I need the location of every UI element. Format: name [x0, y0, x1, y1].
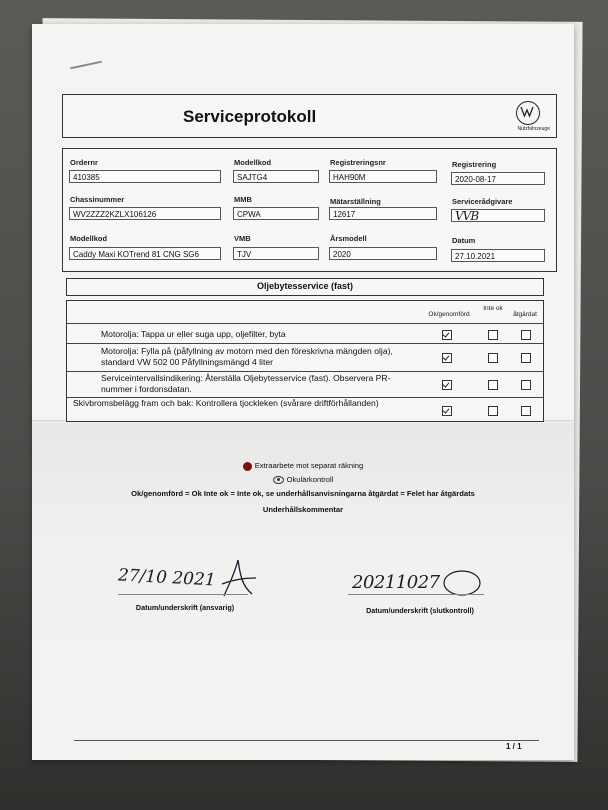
- paper-fold-shadow: [32, 422, 574, 760]
- order-number-label: Ordernr: [70, 158, 98, 167]
- brand-text: Nutzfahrzeuge: [517, 126, 550, 132]
- legend-visual-text: Okulärkontroll: [286, 475, 334, 484]
- odometer-label: Mätarställning: [330, 197, 381, 206]
- model-code-label: Modellkod: [234, 158, 272, 167]
- column-header-fixed: åtgärdat: [513, 311, 537, 318]
- signature-line-final: [348, 594, 484, 595]
- model-year-label: Årsmodell: [330, 234, 367, 243]
- vw-logo-icon: [516, 101, 540, 125]
- registration-number-field: HAH90M: [329, 170, 437, 183]
- mmb-label: MMB: [234, 195, 252, 204]
- ok-checkbox: [442, 380, 452, 390]
- vehicle-info-box: [62, 148, 557, 272]
- model-year-field: 2020: [329, 247, 437, 260]
- ok-checkbox: [442, 353, 452, 363]
- document-title: Serviceprotokoll: [183, 107, 317, 126]
- vmb-field: TJV: [233, 247, 319, 260]
- chassis-number-field: WV2ZZZ2KZLX106126: [69, 207, 221, 220]
- table-row: [67, 397, 543, 420]
- title-box: [62, 94, 557, 138]
- signature-label-final: Datum/underskrift (slutkontroll): [366, 606, 474, 615]
- signature-final-date: 20211027: [352, 572, 440, 593]
- page-number: 1 / 1: [506, 742, 522, 751]
- date-label: Datum: [452, 236, 476, 245]
- fixed-checkbox: [521, 406, 531, 416]
- registration-date-label: Registrering: [452, 160, 497, 169]
- chassis-number-label: Chassinummer: [70, 195, 125, 204]
- row-text: Motorolja: Tappa ur eller suga upp, oljefilter, byta: [101, 329, 286, 339]
- legend-key: Ok/genomförd = Ok Inte ok = Inte ok, se underhållsanvisningarna åtgärdat = Felet har åtgärdats: [131, 489, 475, 498]
- signature-responsible-date: 27/10 2021: [117, 565, 217, 591]
- ok-checkbox: [442, 406, 452, 416]
- mmb-field: CPWA: [233, 207, 319, 220]
- service-advisor-label: Servicerådgivare: [452, 197, 513, 206]
- model-description-field: Caddy Maxi KOTrend 81 CNG SG6: [69, 247, 221, 260]
- table-row: [67, 323, 543, 344]
- order-number-field: 410385: [69, 170, 221, 183]
- odometer-field: 12617: [329, 207, 437, 220]
- service-title-box: [66, 278, 544, 296]
- row-text: Serviceintervallsindikering: Återställa Oljebytesservice (fast). Observera PR-nummer i fordonsdatan.: [101, 373, 391, 394]
- service-advisor-signature: VVB: [455, 209, 479, 222]
- registration-date-field: 2020-08-17: [451, 172, 545, 185]
- legend-extra-text: Extraarbete mot separat räkning: [254, 461, 364, 470]
- legend-visual-check: [32, 475, 574, 484]
- service-title: Oljebytesservice (fast): [256, 281, 354, 291]
- table-row: [67, 371, 543, 398]
- fixed-checkbox: [521, 353, 531, 363]
- red-dot-icon: [243, 462, 252, 471]
- date-field: 27.10.2021: [451, 249, 545, 262]
- eye-icon: [273, 476, 284, 484]
- not-ok-checkbox: [488, 330, 498, 340]
- not-ok-checkbox: [488, 353, 498, 363]
- signature-line-responsible: [118, 594, 248, 595]
- signature-label-responsible: Datum/underskrift (ansvarig): [135, 603, 235, 612]
- model-code-field: SAJTG4: [233, 170, 319, 183]
- model-description-label: Modellkod: [70, 234, 108, 243]
- service-checklist-table: [66, 300, 544, 422]
- vmb-label: VMB: [234, 234, 251, 243]
- table-row: [67, 343, 543, 372]
- column-header-ok: Ok/genomförd: [428, 311, 470, 318]
- ok-checkbox: [442, 330, 452, 340]
- service-advisor-field: [451, 209, 545, 222]
- not-ok-checkbox: [488, 380, 498, 390]
- fixed-checkbox: [521, 330, 531, 340]
- row-text: Motorolja: Fylla på (påfyllning av motorn med den föreskrivna mängden olja), standard VW 502 00 Påfyllningsmängd 4 liter: [101, 346, 393, 367]
- footer-line: [74, 740, 539, 741]
- row-text: Skivbromsbelägg fram och bak: Kontrollera tjockleken (svårare driftförhållanden): [73, 398, 379, 408]
- column-header-not-ok: Inte ok: [483, 305, 503, 312]
- not-ok-checkbox: [488, 406, 498, 416]
- fixed-checkbox: [521, 380, 531, 390]
- registration-number-label: Registreringsnr: [330, 158, 386, 167]
- comment-heading: Underhållskommentar: [262, 505, 344, 514]
- legend-extra-work: [32, 461, 574, 471]
